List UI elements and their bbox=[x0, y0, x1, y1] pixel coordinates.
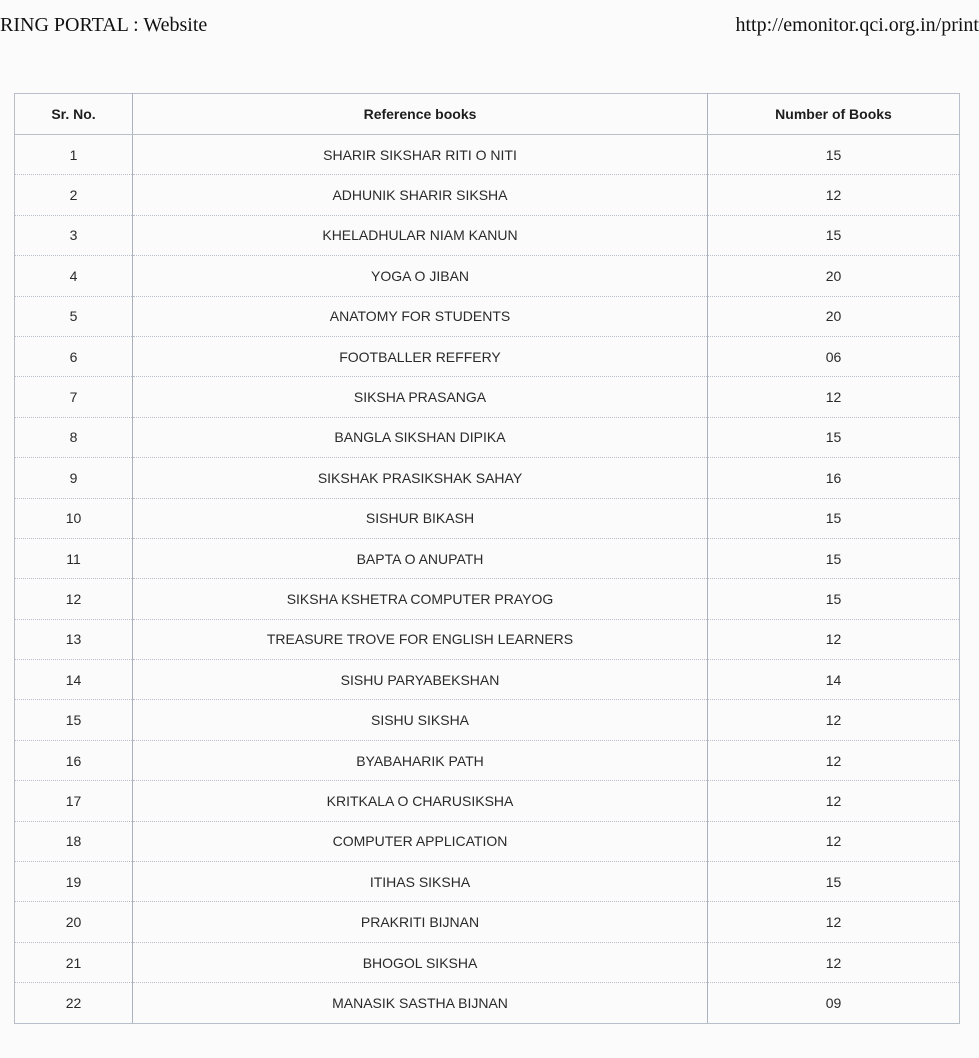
table-row bbox=[15, 538, 960, 578]
book-title-cell: ADHUNIK SHARIR SIKSHA bbox=[133, 175, 708, 215]
sr-no-cell: 7 bbox=[15, 377, 133, 417]
book-count-cell: 14 bbox=[708, 660, 960, 700]
column-header-sr-no: Sr. No. bbox=[15, 94, 133, 135]
book-count-cell: 15 bbox=[708, 215, 960, 255]
book-title-cell: BAPTA O ANUPATH bbox=[133, 538, 708, 578]
book-count-cell: 12 bbox=[708, 377, 960, 417]
book-title-cell: KHELADHULAR NIAM KANUN bbox=[133, 215, 708, 255]
sr-no-cell: 5 bbox=[15, 296, 133, 336]
book-count-cell: 12 bbox=[708, 619, 960, 659]
book-title-cell: BYABAHARIK PATH bbox=[133, 740, 708, 780]
sr-no-cell: 21 bbox=[15, 942, 133, 982]
book-title-cell: SISHUR BIKASH bbox=[133, 498, 708, 538]
book-count-cell: 12 bbox=[708, 175, 960, 215]
book-count-cell: 12 bbox=[708, 942, 960, 982]
sr-no-cell: 18 bbox=[15, 821, 133, 861]
book-count-cell: 12 bbox=[708, 700, 960, 740]
book-title-cell: BANGLA SIKSHAN DIPIKA bbox=[133, 417, 708, 457]
table-row bbox=[15, 377, 960, 417]
table-header-row bbox=[15, 94, 960, 135]
table-row bbox=[15, 498, 960, 538]
sr-no-cell: 17 bbox=[15, 781, 133, 821]
sr-no-cell: 8 bbox=[15, 417, 133, 457]
table-row bbox=[15, 417, 960, 457]
table-row bbox=[15, 740, 960, 780]
book-title-cell: SIKSHA PRASANGA bbox=[133, 377, 708, 417]
book-title-cell: COMPUTER APPLICATION bbox=[133, 821, 708, 861]
book-count-cell: 15 bbox=[708, 498, 960, 538]
book-count-cell: 12 bbox=[708, 821, 960, 861]
book-title-cell: PRAKRITI BIJNAN bbox=[133, 902, 708, 942]
table-row bbox=[15, 862, 960, 902]
sr-no-cell: 1 bbox=[15, 135, 133, 175]
table-row bbox=[15, 215, 960, 255]
book-title-cell: SISHU SIKSHA bbox=[133, 700, 708, 740]
book-count-cell: 12 bbox=[708, 902, 960, 942]
book-count-cell: 15 bbox=[708, 862, 960, 902]
sr-no-cell: 12 bbox=[15, 579, 133, 619]
table-row bbox=[15, 700, 960, 740]
column-header-reference-books: Reference books bbox=[133, 94, 708, 135]
book-count-cell: 09 bbox=[708, 983, 960, 1023]
book-count-cell: 16 bbox=[708, 458, 960, 498]
book-count-cell: 12 bbox=[708, 740, 960, 780]
sr-no-cell: 14 bbox=[15, 660, 133, 700]
table-row bbox=[15, 135, 960, 175]
table-row bbox=[15, 983, 960, 1023]
table-row bbox=[15, 336, 960, 376]
table-row bbox=[15, 256, 960, 296]
book-count-cell: 20 bbox=[708, 256, 960, 296]
sr-no-cell: 22 bbox=[15, 983, 133, 1023]
sr-no-cell: 4 bbox=[15, 256, 133, 296]
book-title-cell: ITIHAS SIKSHA bbox=[133, 862, 708, 902]
book-title-cell: SISHU PARYABEKSHAN bbox=[133, 660, 708, 700]
book-title-cell: KRITKALA O CHARUSIKSHA bbox=[133, 781, 708, 821]
table-row bbox=[15, 781, 960, 821]
sr-no-cell: 11 bbox=[15, 538, 133, 578]
table-row bbox=[15, 296, 960, 336]
table-row bbox=[15, 902, 960, 942]
table-row bbox=[15, 579, 960, 619]
book-count-cell: 15 bbox=[708, 135, 960, 175]
book-title-cell: YOGA O JIBAN bbox=[133, 256, 708, 296]
book-count-cell: 15 bbox=[708, 417, 960, 457]
sr-no-cell: 10 bbox=[15, 498, 133, 538]
print-header bbox=[0, 14, 979, 44]
table-body bbox=[15, 135, 960, 1024]
page-title-fragment: RING PORTAL : Website bbox=[0, 14, 208, 36]
book-title-cell: ANATOMY FOR STUDENTS bbox=[133, 296, 708, 336]
sr-no-cell: 3 bbox=[15, 215, 133, 255]
table-row bbox=[15, 821, 960, 861]
book-count-cell: 12 bbox=[708, 781, 960, 821]
sr-no-cell: 20 bbox=[15, 902, 133, 942]
sr-no-cell: 2 bbox=[15, 175, 133, 215]
table-row bbox=[15, 942, 960, 982]
book-title-cell: MANASIK SASTHA BIJNAN bbox=[133, 983, 708, 1023]
book-title-cell: SHARIR SIKSHAR RITI O NITI bbox=[133, 135, 708, 175]
sr-no-cell: 16 bbox=[15, 740, 133, 780]
sr-no-cell: 9 bbox=[15, 458, 133, 498]
page-url: http://emonitor.qci.org.in/print bbox=[735, 14, 979, 36]
table-row bbox=[15, 458, 960, 498]
book-title-cell: FOOTBALLER REFFERY bbox=[133, 336, 708, 376]
book-count-cell: 20 bbox=[708, 296, 960, 336]
table-row bbox=[15, 619, 960, 659]
book-title-cell: TREASURE TROVE FOR ENGLISH LEARNERS bbox=[133, 619, 708, 659]
sr-no-cell: 15 bbox=[15, 700, 133, 740]
table-row bbox=[15, 175, 960, 215]
book-title-cell: BHOGOL SIKSHA bbox=[133, 942, 708, 982]
book-count-cell: 15 bbox=[708, 579, 960, 619]
sr-no-cell: 13 bbox=[15, 619, 133, 659]
column-header-number-of-books: Number of Books bbox=[708, 94, 960, 135]
table-row bbox=[15, 660, 960, 700]
sr-no-cell: 19 bbox=[15, 862, 133, 902]
book-title-cell: SIKSHA KSHETRA COMPUTER PRAYOG bbox=[133, 579, 708, 619]
reference-books-table bbox=[14, 93, 960, 1024]
book-count-cell: 06 bbox=[708, 336, 960, 376]
book-title-cell: SIKSHAK PRASIKSHAK SAHAY bbox=[133, 458, 708, 498]
book-count-cell: 15 bbox=[708, 538, 960, 578]
sr-no-cell: 6 bbox=[15, 336, 133, 376]
